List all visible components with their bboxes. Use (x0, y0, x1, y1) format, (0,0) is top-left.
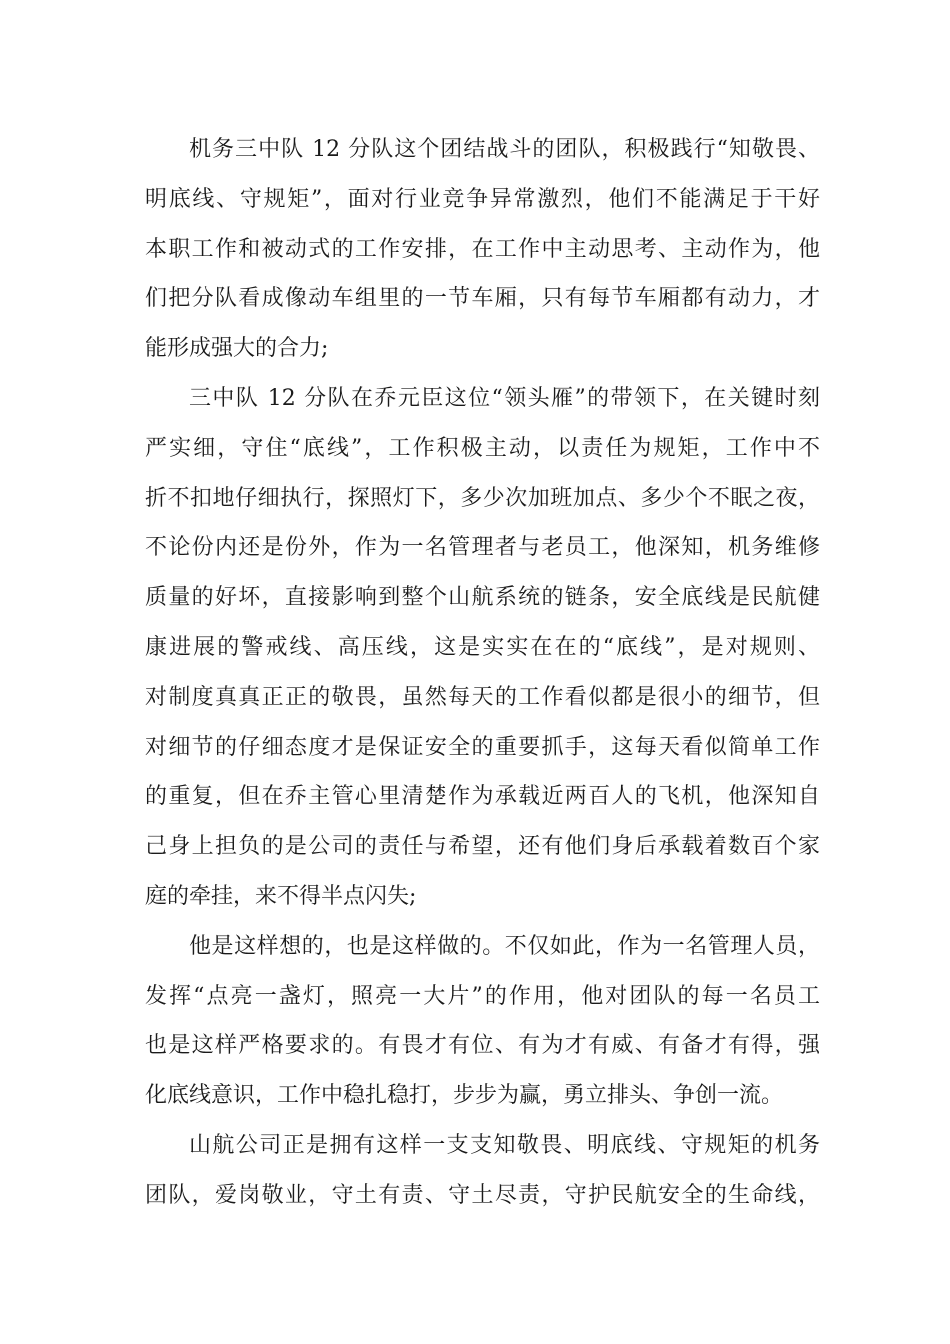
paragraph-1-line-2: 明底线、守规矩”，面对行业竞争异常激烈，他们不能满足于干好 (145, 186, 820, 212)
paragraph-1-line-4: 们把分队看成像动车组里的一节车厢，只有每节车厢都有动力，才 (145, 286, 820, 312)
paragraph-1-line-3: 本职工作和被动式的工作安排，在工作中主动思考、主动作为，他 (145, 236, 820, 262)
paragraph-2-line-7: 对制度真真正正的敬畏，虽然每天的工作看似都是很小的细节，但 (145, 684, 820, 710)
paragraph-3-line-1: 他是这样想的，也是这样做的。不仅如此，作为一名管理人员， (189, 933, 820, 959)
paragraph-2-line-6: 康进展的警戒线、高压线，这是实实在在的“底线”，是对规则、 (145, 634, 820, 660)
paragraph-3-line-2: 发挥“点亮一盏灯，照亮一大片”的作用，他对团队的每一名员工 (145, 983, 820, 1009)
paragraph-3-line-3: 也是这样严格要求的。有畏才有位、有为才有威、有备才有得，强 (145, 1033, 820, 1059)
paragraph-2-line-1: 三中队 12 分队在乔元臣这位“领头雁”的带领下，在关键时刻 (189, 385, 820, 411)
paragraph-2-line-3: 折不扣地仔细执行，探照灯下，多少次加班加点、多少个不眠之夜， (145, 485, 820, 511)
paragraph-2-line-4: 不论份内还是份外，作为一名管理者与老员工，他深知，机务维修 (145, 535, 820, 561)
paragraph-4-line-1: 山航公司正是拥有这样一支支知敬畏、明底线、守规矩的机务 (189, 1132, 820, 1158)
paragraph-3-line-4: 化底线意识，工作中稳扎稳打，步步为赢，勇立排头、争创一流。 (145, 1083, 784, 1109)
paragraph-2-line-5: 质量的好坏，直接影响到整个山航系统的链条，安全底线是民航健 (145, 585, 820, 611)
document-body (145, 125, 820, 1221)
paragraph-2-line-2: 严实细，守住“底线”，工作积极主动，以责任为规矩，工作中不 (145, 435, 820, 461)
paragraph-4-line-2: 团队，爱岗敬业，守土有责、守土尽责，守护民航安全的生命线， (145, 1182, 820, 1208)
paragraph-2-line-9: 的重复，但在乔主管心里清楚作为承载近两百人的飞机，他深知自 (145, 784, 820, 810)
paragraph-1-line-5: 能形成强大的合力; (145, 336, 329, 362)
paragraph-2-line-10: 己身上担负的是公司的责任与希望，还有他们身后承载着数百个家 (145, 834, 820, 860)
paragraph-2-line-8: 对细节的仔细态度才是保证安全的重要抓手，这每天看似简单工作 (145, 734, 820, 760)
paragraph-2-line-11: 庭的牵挂，来不得半点闪失; (145, 883, 417, 909)
paragraph-1-line-1: 机务三中队 12 分队这个团结战斗的团队，积极践行“知敬畏、 (189, 137, 820, 162)
